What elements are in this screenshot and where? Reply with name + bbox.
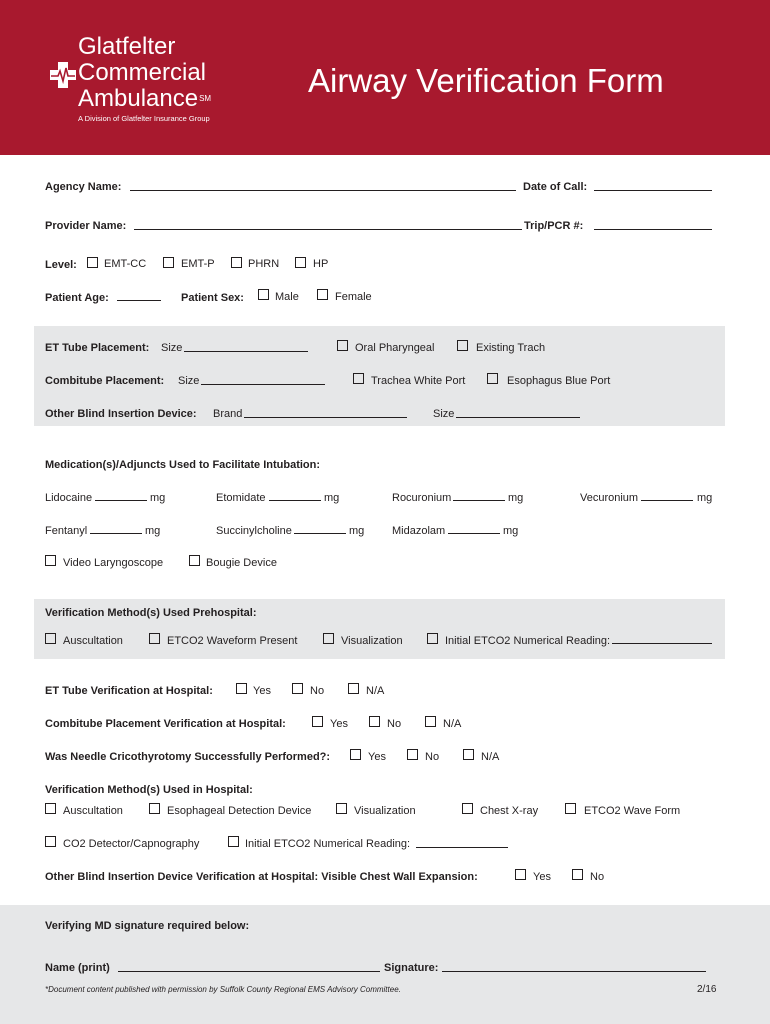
level-hp-label: HP <box>313 258 329 270</box>
med-lidocaine-field[interactable] <box>95 500 147 501</box>
hosp-co2-detector-label: CO2 Detector/Capnography <box>63 838 200 850</box>
needle-na-label: N/A <box>481 751 500 763</box>
provider-name-label: Provider Name: <box>45 220 127 232</box>
sex-male-checkbox[interactable] <box>258 289 269 300</box>
hosp-initial-etco2-checkbox[interactable] <box>228 836 239 847</box>
agency-name-label: Agency Name: <box>45 181 122 193</box>
et-hospital-verification-label: ET Tube Verification at Hospital: <box>45 685 213 697</box>
med-lidocaine-label: Lidocaine <box>45 492 93 504</box>
form-header <box>0 0 770 155</box>
oral-pharyngeal-checkbox[interactable] <box>337 340 348 351</box>
pre-initial-etco2-checkbox[interactable] <box>427 633 438 644</box>
logo-line1: Glatfelter <box>78 33 176 60</box>
chest-wall-no-label: No <box>590 871 605 883</box>
pre-etco2-waveform-checkbox[interactable] <box>149 633 160 644</box>
agency-name-field[interactable] <box>130 190 516 191</box>
level-phrn-label: PHRN <box>248 258 280 270</box>
other-brand-label: Brand <box>213 408 243 420</box>
et-na-label: N/A <box>366 685 385 697</box>
med-rocuronium-unit: mg <box>508 492 524 504</box>
med-fentanyl-unit: mg <box>145 525 161 537</box>
video-laryngoscope-checkbox[interactable] <box>45 555 56 566</box>
needle-crico-label: Was Needle Cricothyrotomy Successfully Performed?: <box>45 751 331 763</box>
med-rocuronium-field[interactable] <box>453 500 505 501</box>
combi-yes-label: Yes <box>330 718 348 730</box>
chest-wall-yes-label: Yes <box>533 871 551 883</box>
sex-female-checkbox[interactable] <box>317 289 328 300</box>
bougie-device-label: Bougie Device <box>206 557 277 569</box>
trip-pcr-label: Trip/PCR #: <box>524 220 584 232</box>
pre-auscultation-checkbox[interactable] <box>45 633 56 644</box>
video-laryngoscope-label: Video Laryngoscope <box>63 557 164 569</box>
prehospital-heading: Verification Method(s) Used Prehospital: <box>45 607 257 619</box>
provider-name-field[interactable] <box>134 229 522 230</box>
patient-age-field[interactable] <box>117 300 161 301</box>
level-emt-cc-label: EMT-CC <box>104 258 147 270</box>
hosp-chest-xray-checkbox[interactable] <box>462 803 473 814</box>
combitube-hospital-verification-label: Combitube Placement Verification at Hospital: <box>45 718 286 730</box>
et-na-checkbox[interactable] <box>348 683 359 694</box>
date-of-call-label: Date of Call: <box>523 181 588 193</box>
hosp-co2-detector-checkbox[interactable] <box>45 836 56 847</box>
patient-age-label: Patient Age: <box>45 292 109 304</box>
hosp-etco2-waveform-label: ETCO2 Wave Form <box>584 805 681 817</box>
et-no-label: No <box>310 685 325 697</box>
level-hp-checkbox[interactable] <box>295 257 306 268</box>
hosp-auscultation-label: Auscultation <box>63 805 123 817</box>
med-vecuronium-field[interactable] <box>641 500 693 501</box>
med-etomidate-unit: mg <box>324 492 340 504</box>
other-blind-device-label: Other Blind Insertion Device: <box>45 408 197 420</box>
hosp-esophageal-detection-label: Esophageal Detection Device <box>167 805 312 817</box>
existing-trach-checkbox[interactable] <box>457 340 468 351</box>
med-succinylcholine-label: Succinylcholine <box>216 525 292 537</box>
combi-yes-checkbox[interactable] <box>312 716 323 727</box>
needle-na-checkbox[interactable] <box>463 749 474 760</box>
service-mark: SM <box>199 94 212 103</box>
pre-etco2-waveform-label: ETCO2 Waveform Present <box>167 635 298 647</box>
level-emt-p-label: EMT-P <box>181 258 215 270</box>
chest-wall-yes-checkbox[interactable] <box>515 869 526 880</box>
level-emt-cc-checkbox[interactable] <box>87 257 98 268</box>
needle-yes-checkbox[interactable] <box>350 749 361 760</box>
med-rocuronium-label: Rocuronium <box>392 492 452 504</box>
patient-sex-label: Patient Sex: <box>181 292 244 304</box>
hosp-esophageal-detection-checkbox[interactable] <box>149 803 160 814</box>
hosp-initial-etco2-field[interactable] <box>416 847 508 848</box>
footnote: *Document content published with permission by Suffolk County Regional EMS Advisory Committee. <box>45 985 401 994</box>
hosp-etco2-waveform-checkbox[interactable] <box>565 803 576 814</box>
et-tube-placement-label: ET Tube Placement: <box>45 342 150 354</box>
logo-line3 <box>78 86 211 112</box>
needle-no-checkbox[interactable] <box>407 749 418 760</box>
hosp-chest-xray-label: Chest X-ray <box>480 805 539 817</box>
name-print-label: Name (print) <box>45 962 110 974</box>
med-midazolam-label: Midazolam <box>392 525 446 537</box>
med-succinylcholine-field[interactable] <box>294 533 346 534</box>
med-succinylcholine-unit: mg <box>349 525 365 537</box>
date-of-call-field[interactable] <box>594 190 712 191</box>
pre-visualization-checkbox[interactable] <box>323 633 334 644</box>
signature-label: Signature: <box>384 962 439 974</box>
med-fentanyl-field[interactable] <box>90 533 142 534</box>
other-size-field[interactable] <box>456 417 580 418</box>
logo-line3-text: Ambulance <box>78 85 199 112</box>
other-size-label: Size <box>433 408 455 420</box>
md-signature-heading: Verifying MD signature required below: <box>45 920 250 932</box>
et-yes-label: Yes <box>253 685 271 697</box>
combitube-size-field[interactable] <box>201 384 325 385</box>
needle-yes-label: Yes <box>368 751 386 763</box>
logo-line2: Commercial <box>78 59 207 86</box>
oral-pharyngeal-label: Oral Pharyngeal <box>355 342 435 354</box>
combi-na-checkbox[interactable] <box>425 716 436 727</box>
ambulance-cross-icon <box>48 60 78 90</box>
med-etomidate-label: Etomidate <box>216 492 266 504</box>
page-title: Airway Verification Form <box>308 62 664 99</box>
combi-no-label: No <box>387 718 402 730</box>
med-vecuronium-unit: mg <box>697 492 713 504</box>
logo-tagline: A Division of Glatfelter Insurance Group <box>78 114 210 123</box>
other-device-hospital-label: Other Blind Insertion Device Verification at Hospital: Visible Chest Wall Expansion: <box>45 871 478 883</box>
med-vecuronium-label: Vecuronium <box>580 492 639 504</box>
pre-visualization-label: Visualization <box>341 635 403 647</box>
trachea-white-port-checkbox[interactable] <box>353 373 364 384</box>
pre-initial-etco2-label: Initial ETCO2 Numerical Reading: <box>445 635 611 647</box>
hosp-initial-etco2-label: Initial ETCO2 Numerical Reading: <box>245 838 411 850</box>
et-yes-checkbox[interactable] <box>236 683 247 694</box>
sex-female-label: Female <box>335 291 372 303</box>
hosp-auscultation-checkbox[interactable] <box>45 803 56 814</box>
et-size-label: Size <box>161 342 183 354</box>
trachea-white-port-label: Trachea White Port <box>371 375 466 387</box>
hosp-visualization-label: Visualization <box>354 805 416 817</box>
esophagus-blue-port-checkbox[interactable] <box>487 373 498 384</box>
pre-auscultation-label: Auscultation <box>63 635 123 647</box>
needle-no-label: No <box>425 751 440 763</box>
other-brand-field[interactable] <box>244 417 407 418</box>
esophagus-blue-port-label: Esophagus Blue Port <box>507 375 611 387</box>
hospital-methods-heading: Verification Method(s) Used in Hospital: <box>45 784 253 796</box>
et-size-field[interactable] <box>184 351 308 352</box>
page-code: 2/16 <box>697 984 717 995</box>
level-emt-p-checkbox[interactable] <box>163 257 174 268</box>
combi-no-checkbox[interactable] <box>369 716 380 727</box>
combi-na-label: N/A <box>443 718 462 730</box>
bougie-device-checkbox[interactable] <box>189 555 200 566</box>
existing-trach-label: Existing Trach <box>476 342 546 354</box>
med-fentanyl-label: Fentanyl <box>45 525 88 537</box>
med-etomidate-field[interactable] <box>269 500 321 501</box>
level-phrn-checkbox[interactable] <box>231 257 242 268</box>
sex-male-label: Male <box>275 291 299 303</box>
med-midazolam-unit: mg <box>503 525 519 537</box>
level-label: Level: <box>45 259 77 271</box>
combitube-placement-label: Combitube Placement: <box>45 375 165 387</box>
combitube-size-label: Size <box>178 375 200 387</box>
medications-heading: Medication(s)/Adjuncts Used to Facilitate Intubation: <box>45 459 321 471</box>
chest-wall-no-checkbox[interactable] <box>572 869 583 880</box>
med-midazolam-field[interactable] <box>448 533 500 534</box>
name-print-field[interactable] <box>118 971 380 972</box>
et-no-checkbox[interactable] <box>292 683 303 694</box>
trip-pcr-field[interactable] <box>594 229 712 230</box>
med-lidocaine-unit: mg <box>150 492 166 504</box>
pre-initial-etco2-field[interactable] <box>612 643 712 644</box>
hosp-visualization-checkbox[interactable] <box>336 803 347 814</box>
signature-field[interactable] <box>442 971 706 972</box>
